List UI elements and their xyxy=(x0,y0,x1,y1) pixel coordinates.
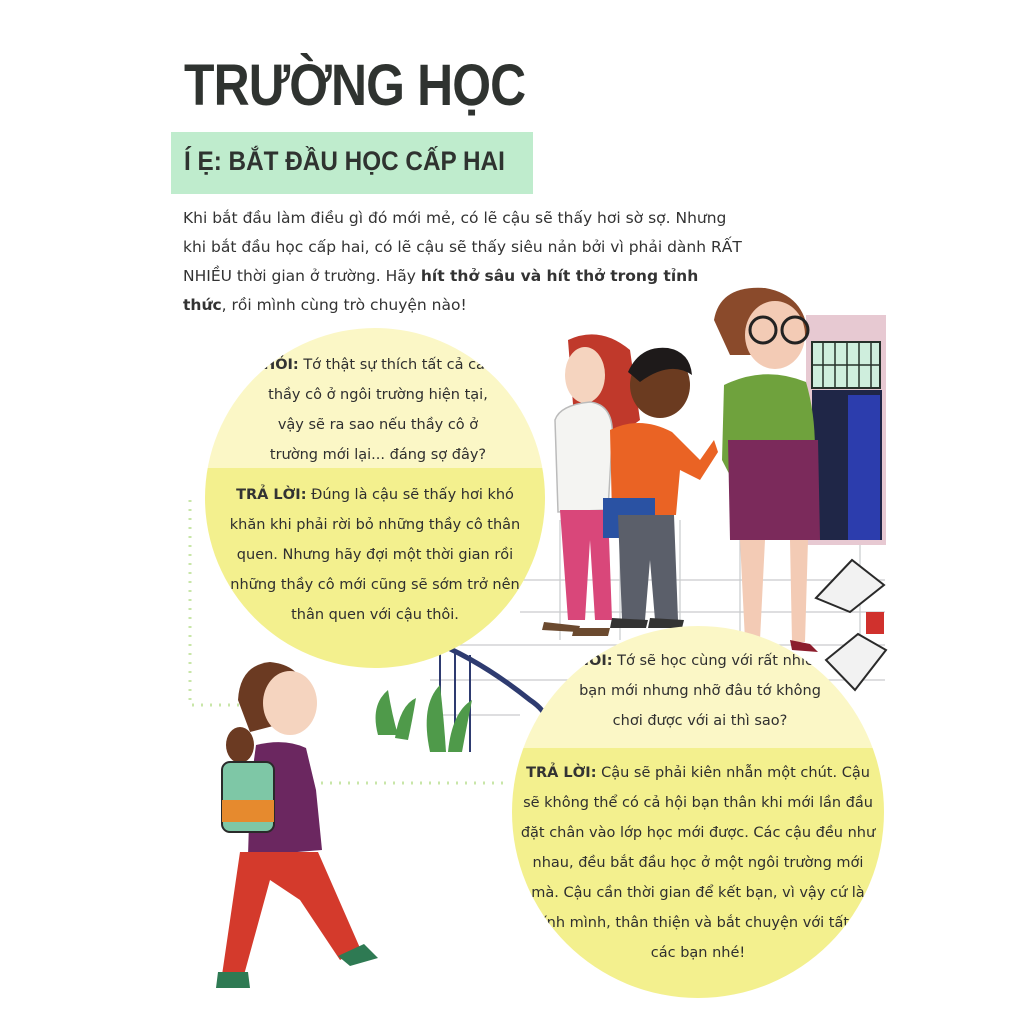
plant xyxy=(376,685,472,752)
answer-text xyxy=(520,758,876,968)
answer-body: Đúng là cậu sẽ thấy hơi khó khăn khi phải rời bỏ những thầy cô thân quen. Nhưng hãy đợi một thời gian rồi những thầy cô mới cũng sẽ sớm trở nên thân quen với cậu thôi. xyxy=(229,487,521,623)
question-section xyxy=(512,626,884,748)
answer-text xyxy=(217,480,533,630)
qa-bubble-friends xyxy=(512,626,884,998)
section-subtitle: Í Ẹ: BẮT ĐẦU HỌC CẤP HAI xyxy=(184,146,505,176)
question-text xyxy=(570,646,830,736)
question-body: Tớ thật sự thích tất cả các thầy cô ở ngôi trường hiện tại, vậy sẽ ra sao nếu thầy cô ở trường mới lại... đáng sợ đây? xyxy=(268,357,493,463)
answer-body: Cậu sẽ phải kiên nhẫn một chút. Cậu sẽ không thể có cả hội bạn thân khi mới lần đầu đặt chân vào lớp học mới được. Các cậu đều như nhau, đều bắt đầu học ở một ngôi trường mới mà. Cậu cần thời gian để kết bạn, vì vậy cứ là chính mình, thân thiện và bắt chuyện với tất cả các bạn nhé! xyxy=(520,765,876,961)
intro-text-1: Khi bắt đầu làm điều gì đó mới mẻ, có lẽ cậu sẽ thấy hơi sờ sợ. Nhưng khi bắt đầu học cấp hai, có lẽ cậu sẽ thấy siêu nản bởi vì phải dành RẤT NHIỀU thời gian ở trường. Hãy xyxy=(183,209,742,285)
girl-walking xyxy=(216,662,378,988)
intro-bold-text: hít thở sâu và hít thở trong tỉnh thức xyxy=(183,267,699,314)
intro-text-2: , rồi mình cùng trò chuyện nào! xyxy=(221,296,467,314)
page-title: TRƯỜNG HỌC xyxy=(184,53,526,118)
answer-label: TRẢ LỜI: xyxy=(526,765,597,781)
teacher xyxy=(714,288,820,652)
answer-label: TRẢ LỜI: xyxy=(236,487,307,503)
intro-paragraph xyxy=(183,204,743,320)
question-label: HỎI: xyxy=(576,653,613,669)
question-label: HỎI: xyxy=(263,357,299,373)
qa-bubble-teachers xyxy=(205,328,545,668)
answer-section xyxy=(205,468,545,668)
answer-section xyxy=(512,748,884,998)
question-body: Tớ sẽ học cùng với rất nhiều bạn mới nhưng nhỡ đâu tớ không chơi được với ai thì sao? xyxy=(579,653,824,729)
question-text xyxy=(253,350,503,470)
question-section xyxy=(205,328,545,468)
